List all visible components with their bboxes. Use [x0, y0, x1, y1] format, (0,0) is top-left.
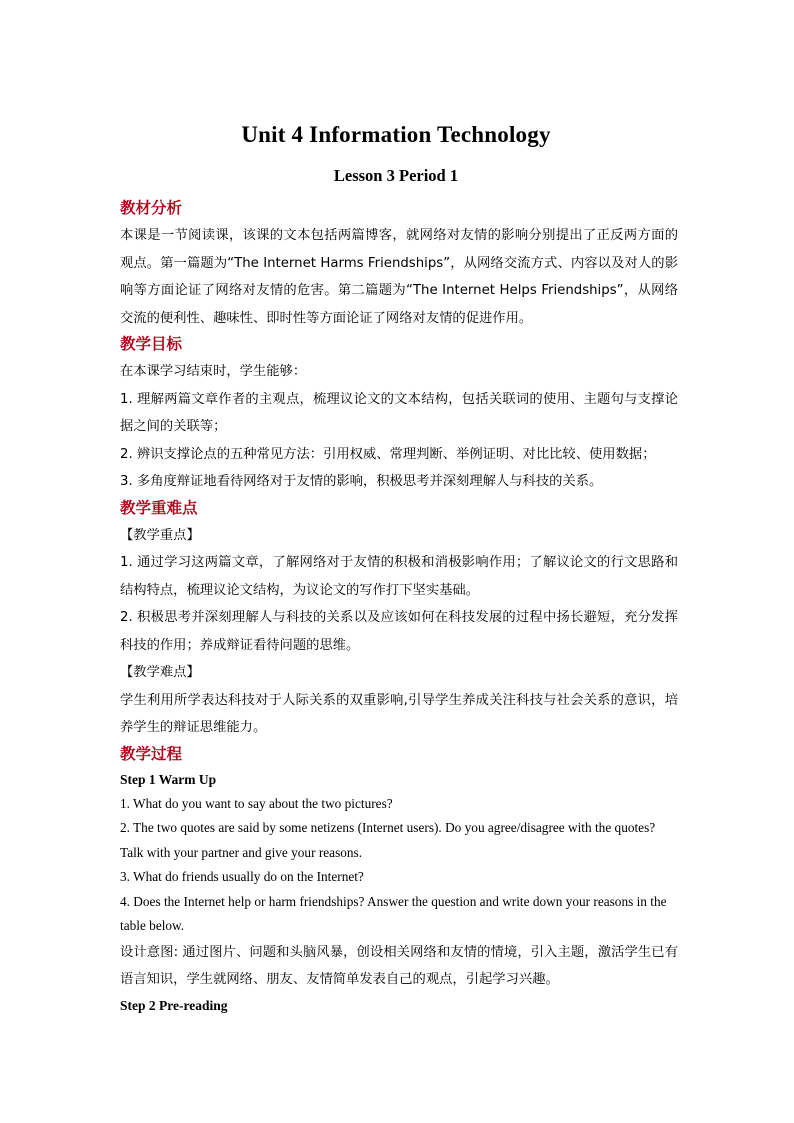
document-body [120, 196, 678, 1018]
page-title: Unit 4 Information Technology [241, 122, 551, 147]
step2-title: Step 2 Pre-reading [120, 997, 228, 1013]
section-heading-process: 教学过程 [120, 744, 183, 763]
objective-item: 3. 多角度辩证地看待网络对于友情的影响，积极思考并深刻理解人与科技的关系。 [120, 474, 603, 489]
section-heading-analysis: 教材分析 [120, 199, 183, 217]
step1-item: 2. The two quotes are said by some netizens (Internet users). Do you agree/disagree with the quotes? Talk with your partner and give your reasons. [120, 820, 656, 860]
difficult-points-label: 【教学难点】 [120, 665, 200, 680]
analysis-text: 本课是一节阅读课，该课的文本包括两篇博客，就网络对友情的影响分别提出了正反两方面的观点。第一篇题为“The Internet Harms Friendships”，从网络交流方式、内容以及对人的影响等方面论证了网络对友情的危害。第二篇题为“The Internet Helps Friendships”，从网络交流的便利性、趣味性、即时性等方面论证了网络对友情的促进作用。 [120, 228, 678, 326]
key-point-item: 1. 通过学习这两篇文章，了解网络对于友情的积极和消极影响作用；了解议论文的行文思路和结构特点，梳理议论文结构，为议论文的写作打下坚实基础。 [120, 555, 678, 598]
objective-item: 2. 辨识支撑论点的五种常见方法：引用权威、常理判断、举例证明、对比比较、使用数据； [120, 446, 656, 462]
step1-title: Step 1 Warm Up [120, 771, 217, 787]
section-heading-key-points: 教学重难点 [120, 498, 198, 517]
objective-item: 1. 理解两篇文章作者的主观点，梳理议论文的文本结构，包括关联词的使用、主题句与支撑论据之间的关联等； [120, 391, 678, 434]
key-points-label: 【教学重点】 [120, 527, 200, 543]
step1-item: 3. What do friends usually do on the Internet? [120, 869, 364, 884]
design-intent-text: 设计意图: 通过图片、问题和头脑风暴，创设相关网络和友情的情境，引入主题，激活学生已有语言知识，学生就网络、朋友、友情简单发表自己的观点，引起学习兴趣。 [120, 944, 678, 987]
objectives-intro: 在本课学习结束时，学生能够： [120, 364, 307, 379]
page-subtitle: Lesson 3 Period 1 [333, 166, 459, 185]
difficult-points-text: 学生利用所学表达科技对于人际关系的双重影响,引导学生养成关注科技与社会关系的意识，培养学生的辩证思维能力。 [120, 692, 678, 735]
section-heading-objectives: 教学目标 [120, 335, 183, 353]
key-point-item: 2. 积极思考并深刻理解人与科技的关系以及应该如何在科技发展的过程中扬长避短，充分发挥科技的作用；养成辩证看待问题的思维。 [120, 610, 678, 653]
step1-item: 4. Does the Internet help or harm friendships? Answer the question and write down your reasons in the table below. [120, 893, 667, 933]
step1-item: 1. What do you want to say about the two pictures? [120, 795, 393, 811]
